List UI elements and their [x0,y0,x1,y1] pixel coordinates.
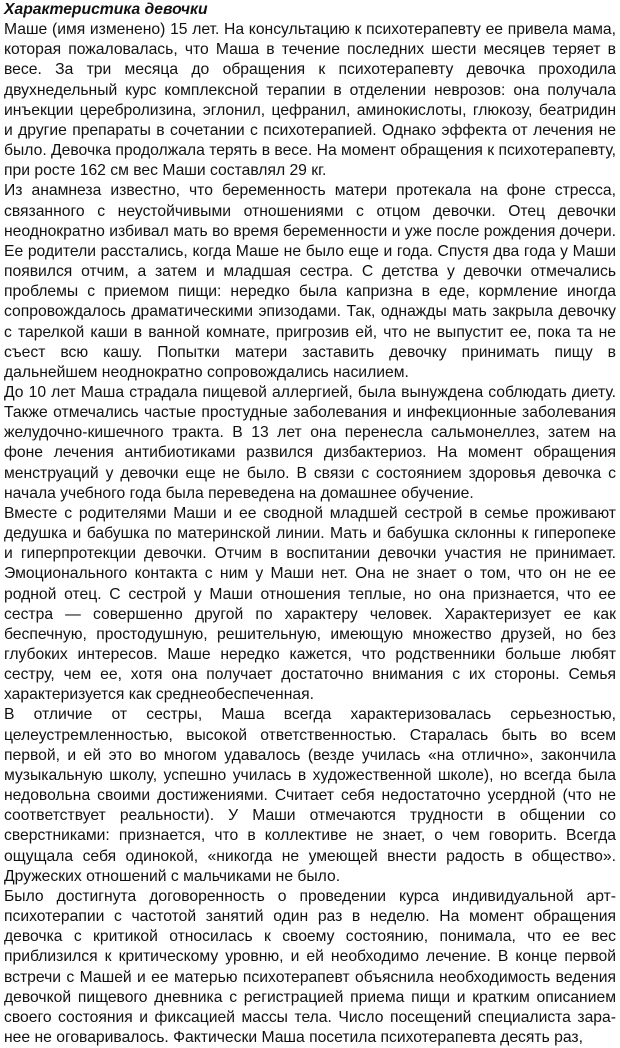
paragraph-therapy-agreement: Было достигнута договоренность о проведении курса индивидуальной арт-психотерапии с частотой занятий один раз в неделю. На момент обращения девочка с критикой относилась к своему состоянию, понимала, что ее вес приблизился к критическому уровню, и ей необходимо лечение. В конце первой встречи с Машей и ее матерью психотерапевт объяснила необходимость ведения девочкой пищевого дневника с регистрацией приема пищи и кратким описанием своего состояния и фиксацией массы тела. Число посещений специалиста заранее не оговаривалось. Фактически Маша посетила психотерапевта десять раз, [4,887,616,1046]
paragraph-anamnesis: Из анамнеза известно, что беременность матери протекала на фоне стресса, связанного с неустойчивыми отношениями с отцом девочки. Отец девочки неоднократно избивал мать во время беременности и уже после рождения дочери. Ее родители расстались, когда Маше не было еще и года. Спустя два года у Маши появился отчим, а затем и младшая сестра. С детства у девочки отмечались проблемы с приемом пищи: нередко была капризна в еде, кормление иногда сопровождалось драматическими эпизодами. Так, однажды мать закрыла девочку с тарелкой каши в ванной комнате, пригрозив ей, что не выпустит ее, пока та не съест всю кашу. Попытки матери заставить девочку принимать пищу в дальнейшем неоднократно сопровождались насилием. [4,182,616,381]
paragraph-personality: В отличие от сестры, Маша всегда характеризовалась серьезностью, целеустремленностью, высокой ответственностью. Старалась быть во всем первой, и ей это во многом удавалось (везде училась «на отлично», закончила музыкальную школу, успешно училась в художественной школе), но всегда была недовольна своими достижениями. Считает себя недостаточно усердной (что не соответствует реальности). У Маши отмечаются трудности в общении со сверстниками: признается, что в коллективе не знает, о чем говорить. Всегда ощущала себя одинокой, «никогда не умеющей внести радость в общество». Дружеских отношений с мальчиками не было. [4,706,616,885]
paragraph-health-history: До 10 лет Маша страдала пищевой аллергией, была вынуждена соблюдать диету. Также отмечались частые простудные заболевания и инфекционные заболевания желудочно-кишечного тракта. В 13 лет она перенесла сальмонеллез, затем на фоне лечения антибиотиками развился дизбактериоз. На момент обращения менструаций у девочки еще не было. В связи с состоянием здоровья девочка с начала учебного года была переведена на домашнее обучение. [4,383,616,502]
section-heading: Характеристика девочки [4,1,208,18]
paragraph-introduction: Маше (имя изменено) 15 лет. На консультацию к психотерапевту ее привела мама, которая пожаловалась, что Маша в течение последних шести месяцев теряет в весе. За три месяца до обращения к психотерапевту девочка проходила двухнедельный курс комплексной терапии в отделении неврозов: она получала инъекции церебролизина, эглонил, цефранил, аминокислоты, глюкозу, беатридин и другие препараты в сочетании с психотерапией. Однако эффекта от лечения не было. Девочка продолжала терять в весе. На момент обращения к психотерапевту, при росте 162 см вес Маши составлял 29 кг. [4,21,616,180]
paragraph-family: Вместе с родителями Маши и ее сводной младшей сестрой в семье проживают дедушка и бабушка по материнской линии. Мать и бабушка склонны к гиперопеке и гиперпротекции девочки. Отчим в воспитании девочки участия не принимает. Эмоционального контакта с ним у Маши нет. Она не знает о том, что он не ее родной отец. С сестрой у Маши отношения теплые, но она признается, что ее сестра — совершенно другой по характеру человек. Характеризует ее как беспечную, простодушную, решительную, имеющую множество друзей, но без глубоких интересов. Маше нередко кажется, что родственники больше любят сестру, чем ее, хотя она получает достаточно внимания с их стороны. Семья характеризуется как среднеобеспеченная. [4,504,616,704]
